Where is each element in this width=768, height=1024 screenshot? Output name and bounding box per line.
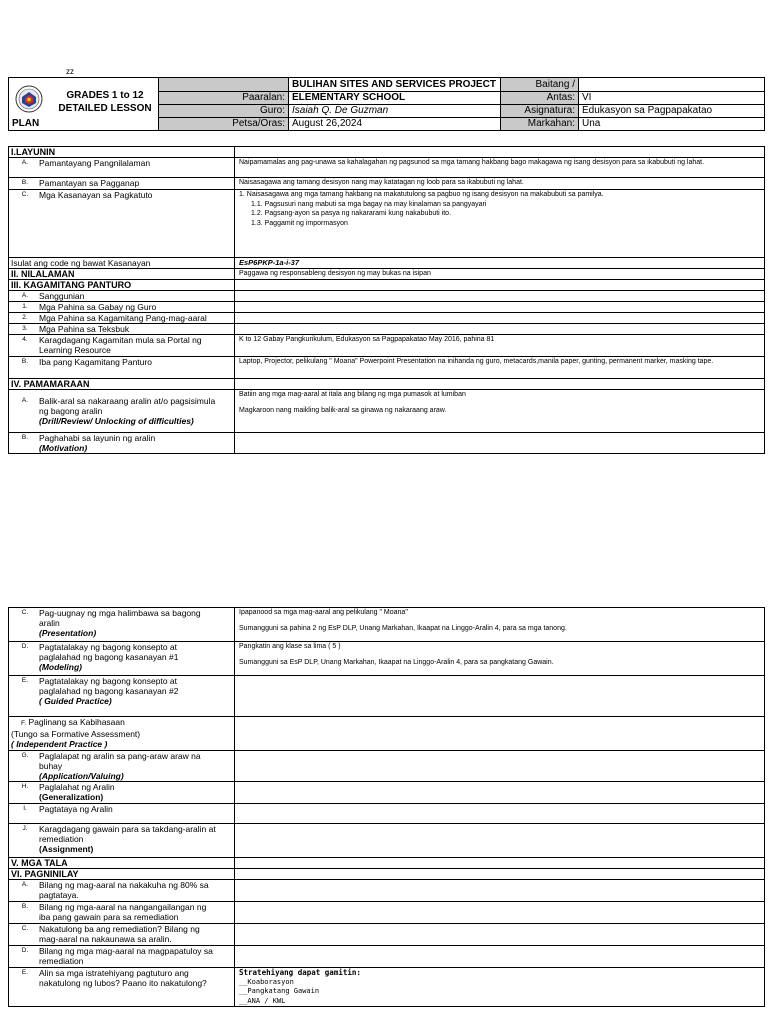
code-value: EsP6PKP-1a-i-37 [235,258,765,269]
strategy-list [235,968,765,1007]
row-value: Naisasagawa ang tamang desisyon nang may katatagan ng loob para sa ikabubuti ng lahat. [235,178,765,190]
row-label: C. Nakatulong ba ang remediation? Bilang ng mag-aaral na nakaunawa sa aralin. [9,924,235,946]
row-label: 1. Mga Pahina sa Gabay ng Guro [9,302,235,313]
deped-seal-icon [15,85,43,113]
row-label: A. Sanggunian [9,291,235,302]
row-label: B. Iba pang Kagamitang Panturo [9,357,235,379]
row-label: Isulat ang code ng bawat Kasanayan [9,258,235,269]
antas-label: Antas: [501,92,579,105]
lesson-plan-table-page2 [8,607,765,1007]
petsa-value: August 26,2024 [289,118,501,131]
row-value: Pangkatin ang klase sa lima ( 5 ) Sumangguni sa EsP DLP, Unang Markahan, Ikaapat na Linggo-Aralin 4, para sa pangkatang Gawain. [235,642,765,676]
row-value: 1. Naisasagawa ang mga tamang hakbang na makatutulong sa pagbuo ng isang desisyon na makabubuti sa pamilya. 1.1. Pagsusuri nang mabuti sa mga bagay na may kinalaman sa pangyayari 1.2. Pagsang-ayon sa pasya ng nakararami kung nakabubuti ito. 1.3. Paggamit ng impormasyon [235,190,765,258]
row-label: H. Paglalahat ng Aralin (Generalization) [9,782,235,804]
strategy-option: __ANA / KWL [239,996,286,1005]
paaralan-value-2: ELEMENTARY SCHOOL [289,92,501,105]
row-value: Laptop, Projector, pelikulang " Moana" Powerpoint Presentation na inihanda ng guro, metacards,manila paper, gunting, permanent marker, masking tape. [235,357,765,379]
row-label: B. Paghahabi sa layunin ng aralin (Motivation) [9,433,235,454]
row-label: B. Pamantayan sa Pagganap [9,178,235,190]
row-label: 3. Mga Pahina sa Teksbuk [9,324,235,335]
section-layunin: I.LAYUNIN [9,147,235,158]
guro-label: Guro: [159,105,289,118]
section-pamamaraan: IV. PAMAMARAAN [9,379,235,390]
section-pagninilay: VI. PAGNINILAY [9,869,235,880]
row-label: J. Karagdagang gawain para sa takdang-aralin at remediation (Assignment) [9,824,235,858]
paaralan-value-cell: BULIHAN SITES AND SERVICES PROJECT [289,78,501,92]
lesson-plan-title: GRADES 1 to 12 DETAILED LESSON [58,90,152,114]
row-label: E. Pagtatalakay ng bagong konsepto at paglalahad ng bagong kasanayan #2 ( Guided Practice) [9,676,235,717]
strategy-option: __Koaborasyon [239,977,294,986]
section-kagamitan: III. KAGAMITANG PANTURO [9,280,235,291]
strategy-option: __Pangkatang Gawain [239,987,320,995]
lesson-plan-table-page1 [8,146,765,454]
row-label: D. Pagtatalakay ng bagong konsepto at paglalahad ng bagong kasanayan #1 (Modeling) [9,642,235,676]
row-label: C. Pag-uugnay ng mga halimbawa sa bagong aralin (Presentation) [9,608,235,642]
row-label: A. Bilang ng mag-aaral na nakakuha ng 80% sa pagtataya. [9,880,235,902]
paaralan-label: Paaralan: [159,92,289,105]
markahan-value: Una [579,118,765,131]
row-label: E. Alin sa mga istratehiyang pagtuturo ang nakatulong ng lubos? Paano ito nakatulong? [9,968,235,1007]
baitang-value: VI [579,92,765,105]
markahan-label: Markahan: [501,118,579,131]
asignatura-label: Asignatura: [501,105,579,118]
paaralan-label-cell [159,78,289,92]
row-label: G. Paglalapat ng aralin sa pang-araw araw na buhay (Application/Valuing) [9,751,235,782]
row-label: D. Bilang ng mga mag-aaral na magpapatuloy sa remediation [9,946,235,968]
baitang-value-cell-top [579,78,765,92]
row-label: I. Pagtataya ng Aralin [9,804,235,824]
row-label: A. Balik-aral sa nakaraang aralin at/o pagsisimula ng bagong aralin (Drill/Review/ Unlocking of difficulties) [9,390,235,433]
section-nilalaman: II. NILALAMAN [9,269,235,280]
petsa-label: Petsa/Oras: [159,118,289,131]
row-value: Naipamamalas ang pag-unawa sa kahalagahan ng pagsunod sa mga tamang hakbang bago makagawa ng isang desisyon para sa ikabubuti ng lahat. [235,158,765,178]
nilalaman-value: Paggawa ng responsableng desisyon ng may bukas na isipan [235,269,765,280]
row-label: B. Bilang ng mga-aaral na nangangailangan ng iba pang gawain para sa remediation [9,902,235,924]
header-logo-cell [9,78,159,131]
header-table [8,77,765,131]
row-label: A. Pamantayang Pangnilalaman [9,158,235,178]
row-value: Ipapanood sa mga mag-aaral ang pelikulang " Moana" Sumangguni sa pahina 2 ng EsP DLP, Unang Markahan, Ikaapat na Linggo-Aralin 4, para sa mga tanong. [235,608,765,642]
guro-value: Isaiah Q. De Guzman [289,105,501,118]
stray-text: zz [66,67,74,76]
row-label: C. Mga Kasanayan sa Pagkatuto [9,190,235,258]
lesson-plan-title-plan: PLAN [12,118,40,129]
row-value: Batiin ang mga mag-aaral at itala ang bilang ng mga pumasok at lumiban Magkaroon nang maikling balik-aral sa ginawa ng nakaraang araw. [235,390,765,433]
strategy-heading: Stratehiyang dapat gamitin: [239,968,361,977]
row-label: 2. Mga Pahina sa Kagamitang Pang-mag-aaral [9,313,235,324]
row-value: K to 12 Gabay Pangkurikulum, Edukasyon sa Pagpapakatao May 2016, pahina 81 [235,335,765,357]
asignatura-value: Edukasyon sa Pagpapakatao [579,105,765,118]
row-label: F. Paglinang sa Kabihasaan (Tungo sa Formative Assessment) ( Independent Practice ) [9,717,235,751]
row-label: 4. Karagdagang Kagamitan mula sa Portal ng Learning Resource [9,335,235,357]
section-tala: V. MGA TALA [9,858,235,869]
baitang-label-cell: Baitang / [501,78,579,92]
